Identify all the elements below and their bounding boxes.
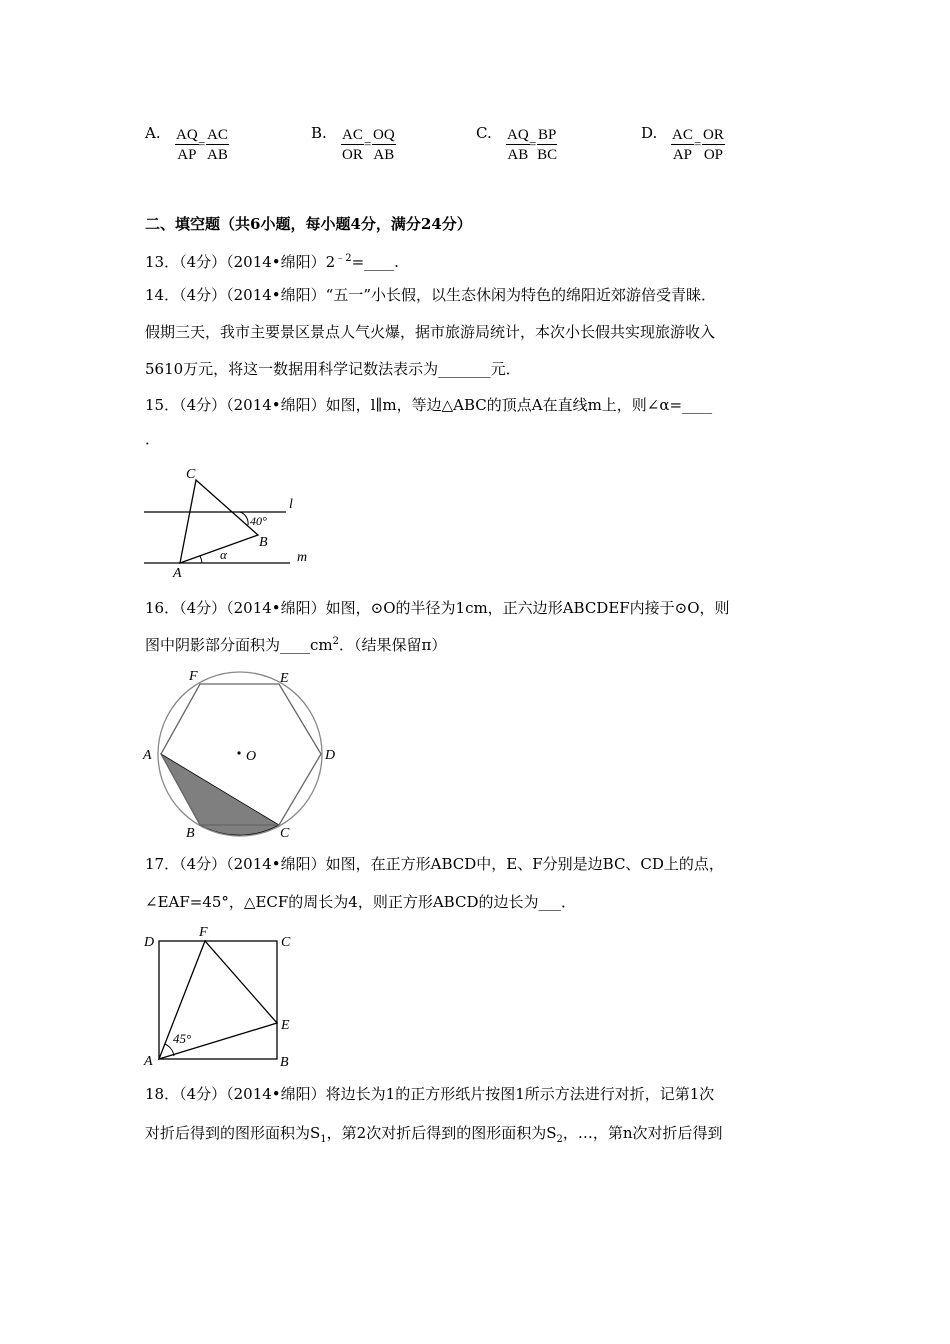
fraction: $\frac{OQ}{AB}$ bbox=[373, 127, 395, 163]
figure-q17 bbox=[140, 922, 300, 1072]
label-m: m bbox=[297, 550, 308, 565]
question-13: 13．（4分）（2014•绵阳）$2^{﹣2}=\_\_\_\_$. bbox=[145, 253, 399, 271]
label-o: O bbox=[246, 749, 257, 764]
label-a: A bbox=[143, 748, 152, 763]
question-17-line-1: 17．（4分）（2014•绵阳）如图，在正方形ABCD中，E、F分别是边BC、CD上的点， bbox=[145, 855, 724, 873]
equals-sign: = bbox=[198, 136, 206, 151]
question-15-line-1: 15．（4分）（2014•绵阳）如图，l∥m，等边△ABC的顶点A在直线m上，则∠α=____ bbox=[145, 396, 713, 414]
triangle-abc bbox=[180, 480, 258, 563]
question-14-line-3: 5610万元，将这一数据用科学记数法表示为_______元． bbox=[145, 360, 521, 378]
label-a: A bbox=[144, 1054, 153, 1069]
label-b: B bbox=[259, 535, 268, 550]
question-14-line-2: 假期三天，我市主要景区景点人气火爆，据市旅游局统计，本次小长假共实现旅游收入 bbox=[145, 323, 716, 341]
angle-alpha-arc bbox=[200, 556, 202, 563]
question-18-line-1: 18．（4分）（2014•绵阳）将边长为1的正方形纸片按图1所示方法进行对折，记第1次 bbox=[145, 1085, 715, 1103]
label-a: A bbox=[173, 566, 182, 581]
fraction: $\frac{AC}{AB}$ bbox=[207, 127, 228, 163]
label-c: C bbox=[281, 935, 291, 950]
question-15-line-2: ． bbox=[145, 430, 161, 448]
question-14-line-1: 14．（4分）（2014•绵阳）“五一”小长假，以生态休闲为特色的绵阳近郊游倍受青睐． bbox=[145, 286, 716, 304]
fraction: $\frac{AC}{AP}$ bbox=[672, 127, 693, 163]
label-e: E bbox=[281, 1018, 290, 1033]
label-c: C bbox=[186, 467, 196, 482]
label-b: B bbox=[186, 826, 195, 841]
equals-sign: = bbox=[364, 136, 372, 151]
option-d bbox=[641, 124, 761, 170]
label-f: F bbox=[189, 669, 198, 684]
label-f: F bbox=[199, 925, 208, 940]
fraction: $\frac{AQ}{AP}$ bbox=[176, 127, 198, 163]
option-label: A. bbox=[145, 124, 161, 142]
fraction: $\frac{AC}{OR}$ bbox=[342, 127, 363, 163]
option-label: C. bbox=[476, 124, 492, 142]
option-label: D. bbox=[641, 124, 658, 142]
question-18-line-2: 对折后得到的图形面积为$S_1$，第2次对折后得到的图形面积为$S_2$，…，第n次对折后得到 bbox=[145, 1124, 723, 1145]
question-17-line-2: ∠EAF=45°，△ECF的周长为4，则正方形ABCD的边长为___． bbox=[145, 893, 576, 911]
label-c: C bbox=[280, 826, 290, 841]
question-16-line-2: 图中阴影部分面积为$\_\_\_\_cm^2$．（结果保留π） bbox=[145, 636, 447, 654]
angle-45-label: 45° bbox=[173, 1031, 192, 1046]
center-dot bbox=[237, 751, 240, 754]
label-d: D bbox=[325, 748, 336, 763]
figure-q16 bbox=[140, 664, 345, 844]
shaded-region bbox=[161, 754, 279, 835]
section-title: 二、填空题（共6小题，每小题4分，满分24分） bbox=[145, 215, 472, 233]
option-label: B. bbox=[311, 124, 327, 142]
option-c bbox=[476, 124, 596, 170]
fraction: $\frac{OR}{OP}$ bbox=[703, 127, 724, 163]
equals-sign: = bbox=[529, 136, 537, 151]
label-l: l bbox=[289, 497, 293, 512]
option-a bbox=[145, 124, 265, 170]
fraction: $\frac{BP}{BC}$ bbox=[537, 127, 558, 163]
label-d: D bbox=[144, 935, 155, 950]
fraction: $\frac{AQ}{AB}$ bbox=[507, 127, 529, 163]
angle-alpha-label: α bbox=[220, 547, 227, 562]
label-b: B bbox=[280, 1055, 289, 1070]
angle-40-label: 40° bbox=[250, 514, 267, 528]
figure-q15 bbox=[140, 460, 330, 582]
question-16-line-1: 16．（4分）（2014•绵阳）如图，⊙O的半径为1cm，正六边形ABCDEF内接于⊙O，则 bbox=[145, 599, 730, 617]
label-e: E bbox=[280, 671, 289, 686]
equals-sign: = bbox=[694, 136, 702, 151]
option-b bbox=[311, 124, 431, 170]
